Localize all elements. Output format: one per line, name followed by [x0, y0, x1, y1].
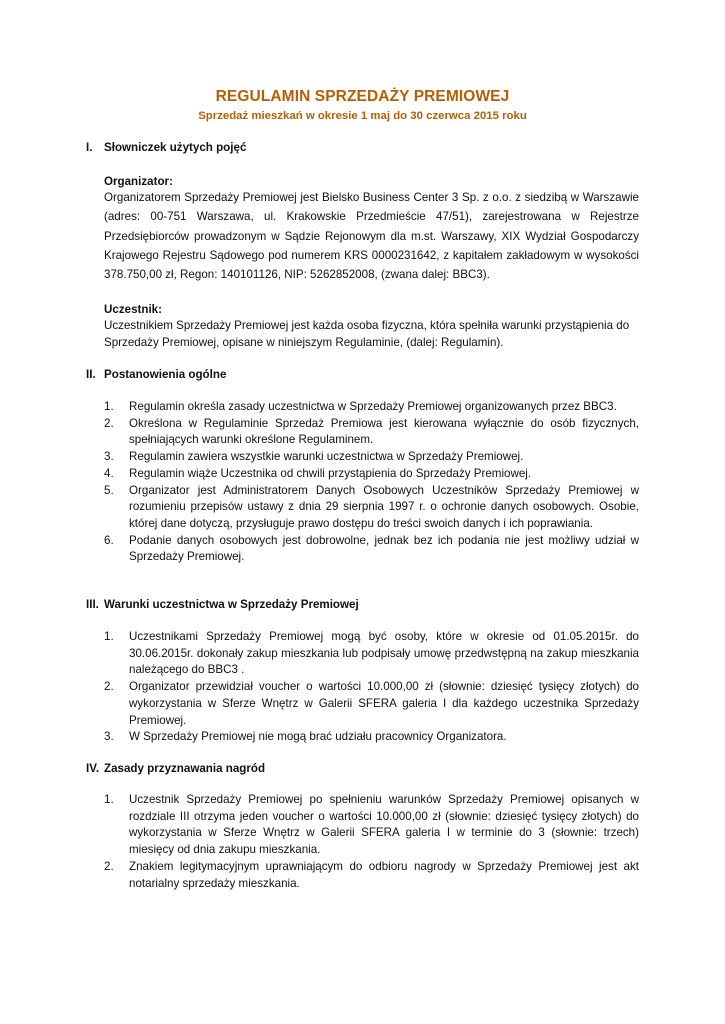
list-item: 2. Określona w Regulaminie Sprzedaż Premiowa jest kierowana wyłącznie do osób fizycznych, spełniających warunki określone Regulaminem.: [104, 416, 639, 447]
section-title: Warunki uczestnictwa w Sprzedaży Premiowej: [104, 598, 359, 611]
section-number: IV.: [86, 762, 100, 775]
document-title: REGULAMIN SPRZEDAŻY PREMIOWEJ: [215, 88, 510, 105]
section-title: Słowniczek użytych pojęć: [104, 141, 247, 154]
section-number: I.: [86, 141, 93, 154]
section-heading-3: [86, 598, 359, 611]
award-rules-list: [104, 792, 639, 892]
organizer-term: Organizator:: [104, 175, 173, 188]
list-item: 6. Podanie danych osobowych jest dobrowolne, jednak bez ich podania nie jest możliwy udział w Sprzedaży Premiowej.: [104, 533, 639, 564]
section-heading-4: [86, 762, 265, 775]
participation-conditions-list: [104, 629, 639, 746]
participant-definition: Uczestnikiem Sprzedaży Premiowej jest każda osoba fizyczna, która spełniła warunki przystąpienia do Sprzedaży Premiowej, opisane w niniejszym Regulaminie, (dalej: Regulamin).: [104, 319, 630, 349]
list-item: 1. Uczestnikami Sprzedaży Premiowej mogą być osoby, które w okresie od 01.05.2015r. do 30.06.2015r. dokonały zakup mieszkania lub podpisały umowę przedwstępną na zakup mieszkania należącego do BBC3 .: [104, 630, 639, 677]
participant-term: Uczestnik:: [104, 303, 162, 316]
list-item: 3. W Sprzedaży Premiowej nie mogą brać udziału pracownicy Organizatora.: [104, 730, 507, 744]
organizer-definition: Organizatorem Sprzedaży Premiowej jest Bielsko Business Center 3 Sp. z o.o. z siedzibą w Warszawie (adres: 00-751 Warszawa, ul. Krakowskie Przedmieście 47/51), zarejestrowana w Rejestrze Przedsiębiorców prowadzonym w Sądzie Rejonowym dla m.st. Warszawy, XIX Wydział Gospodarczy Krajowego Rejestru Sądowego pod numerem KRS 0000231642, z kapitałem zakładowym w wysokości 378.750,00 zł, Regon: 140101126, NIP: 5262852008, (zwana dalej: BBC3).: [104, 191, 639, 282]
section-title: Zasady przyznawania nagród: [104, 762, 266, 775]
section-heading-1: [86, 141, 246, 154]
list-item: 4. Regulamin wiąże Uczestnika od chwili przystąpienia do Sprzedaży Premiowej.: [104, 466, 532, 480]
general-provisions-list: [104, 399, 639, 566]
section-title: Postanowienia ogólne: [104, 368, 227, 381]
section-heading-2: [86, 368, 226, 381]
list-item: 2. Znakiem legitymacyjnym uprawniającym do odbioru nagrody w Sprzedaży Premiowej jest akt notarialny sprzedaży mieszkania.: [104, 859, 639, 890]
section-number: II.: [86, 368, 96, 381]
list-item: 2. Organizator przewidział voucher o wartości 10.000,00 zł (słownie: dziesięć tysięcy złotych) do wykorzystania w Sferze Wnętrz w Galerii SFERA galeria I dla każdego uczestnika Sprzedaży Premiowej.: [104, 680, 639, 727]
document-subtitle: Sprzedaż mieszkań w okresie 1 maj do 30 czerwca 2015 roku: [198, 110, 527, 122]
list-item: 5. Organizator jest Administratorem Danych Osobowych Uczestników Sprzedaży Premiowej w rozumieniu przepisów ustawy z dnia 29 sierpnia 1997 r. o ochronie danych osobowych. Osobie, której dane dotyczą, przysługuje prawo dostępu do treści swoich danych i ich poprawiania.: [104, 483, 639, 530]
list-item: 1. Regulamin określa zasady uczestnictwa w Sprzedaży Premiowej organizowanych przez BBC3.: [104, 400, 617, 413]
list-item: 1. Uczestnik Sprzedaży Premiowej po spełnieniu warunków Sprzedaży Premiowej opisanych w rozdziale III otrzyma jeden voucher o wartości 10.000,00 zł (słownie: dziesięć tysięcy złotych) do wykorzystania w Sferze Wnętrz w Galerii SFERA galeria I w terminie do 3 (słownie: trzech) miesięcy od dnia zakupu mieszkania.: [104, 793, 639, 857]
section-number: III.: [86, 598, 99, 611]
list-item: 3. Regulamin zawiera wszystkie warunki uczestnictwa w Sprzedaży Premiowej.: [104, 450, 524, 464]
